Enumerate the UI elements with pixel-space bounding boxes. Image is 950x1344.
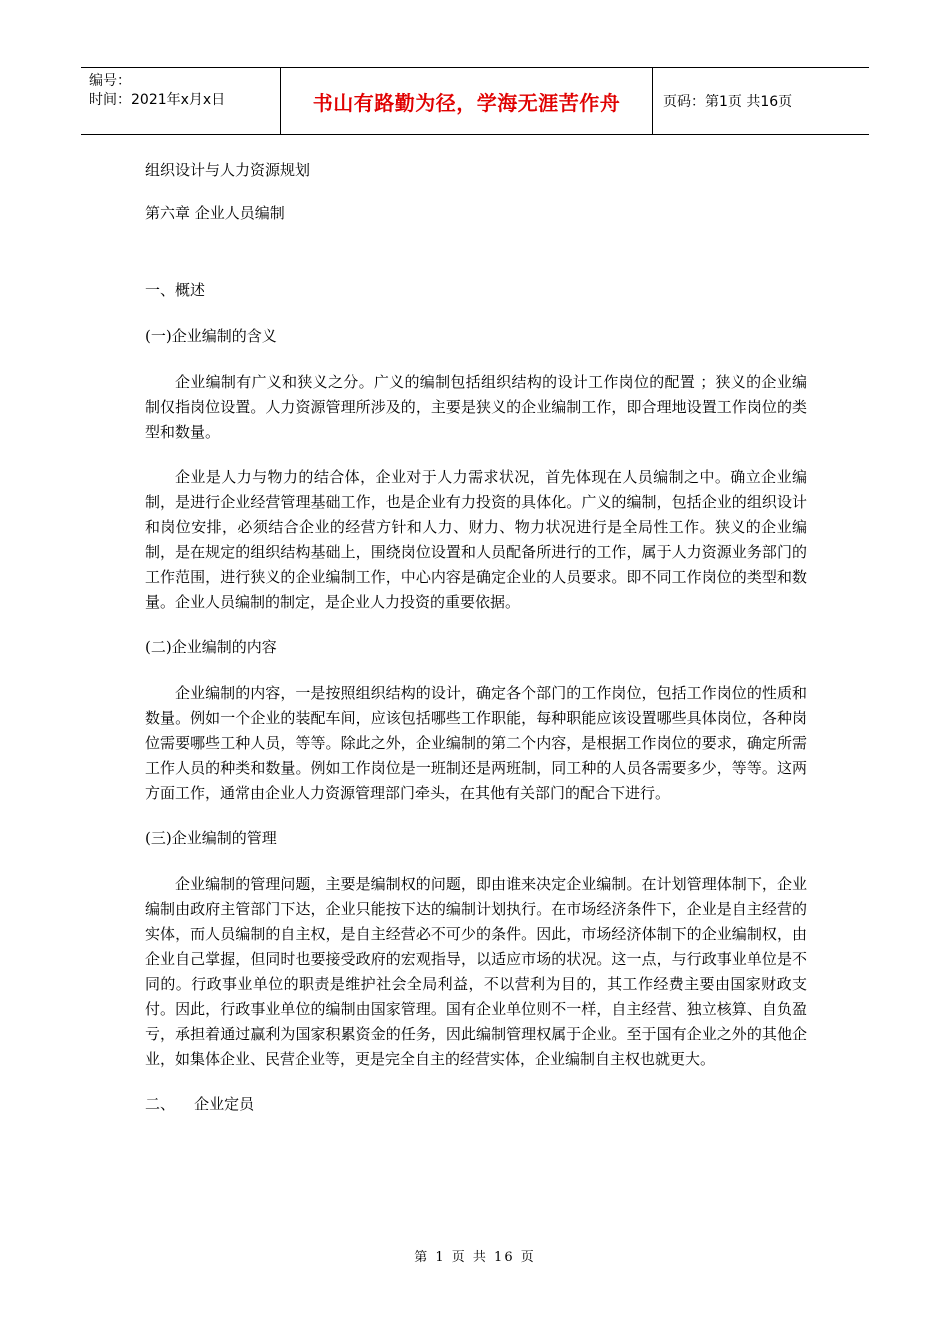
chapter-heading: 第六章 企业人员编制 bbox=[145, 204, 285, 222]
doc-number-label: 编号： bbox=[89, 73, 131, 89]
page-header bbox=[81, 67, 869, 135]
subsection-heading-3: (三)企业编制的管理 bbox=[145, 829, 277, 847]
subsection-heading-2: (二)企业编制的内容 bbox=[145, 638, 277, 656]
paragraph-4: 企业编制的管理问题，主要是编制权的问题，即由谁来决定企业编制。在计划管理体制下，企业编制由政府主管部门下达，企业只能按下达的编制计划执行。在市场经济条件下，企业是自主经营的实体，而人员编制的自主权，是自主经营必不可少的条件。因此，市场经济体制下的企业编制权，由企业自己掌握，但同时也要接受政府的宏观指导，以适应市场的状况。这一点，与行政事业单位是不同的。行政事业单位的职责是维护社会全局利益，不以营利为目的，其工作经费主要由国家财政支付。因此，行政事业单位的编制由国家管理。国有企业单位则不一样，自主经营、独立核算、自负盈亏，承担着通过赢利为国家积累资金的任务，因此编制管理权属于企业。至于国有企业之外的其他企业，如集体企业、民营企业等，更是完全自主的经营实体，企业编制自主权也就更大。 bbox=[145, 875, 807, 1068]
header-meta bbox=[81, 68, 281, 134]
header-page-info: 页码：第1页 共16页 bbox=[663, 94, 793, 110]
paragraph-2: 企业是人力与物力的结合体，企业对于人力需求状况，首先体现在人员编制之中。确立企业编制，是进行企业经营管理基础工作，也是企业有力投资的具体化。广义的编制，包括企业的组织设计和岗位安排，必须结合企业的经营方针和人力、财力、物力状况进行是全局性工作。狭义的企业编制，是在规定的组织结构基础上，围绕岗位设置和人员配备所进行的工作，属于人力资源业务部门的工作范围，进行狭义的企业编制工作，中心内容是确定企业的人员要求。即不同工作岗位的类型和数量。企业人员编制的制定，是企业人力投资的重要依据。 bbox=[145, 468, 807, 611]
page-footer: 第 1 页 共 16 页 bbox=[414, 1250, 536, 1265]
section-heading-2: 二、 企业定员 bbox=[145, 1095, 255, 1113]
doc-time-label: 时间：2021年x月x日 bbox=[89, 92, 226, 108]
section-heading-1: 一、概述 bbox=[145, 281, 206, 299]
document-body bbox=[145, 158, 807, 1138]
doc-title: 组织设计与人力资源规划 bbox=[145, 161, 311, 179]
paragraph-1: 企业编制有广义和狭义之分。广义的编制包括组织结构的设计工作岗位的配置 ；狭义的企业编制仅指岗位设置。人力资源管理所涉及的，主要是狭义的企业编制工作，即合理地设置工作岗位的类型和数量。 bbox=[145, 373, 807, 441]
header-motto-cell bbox=[281, 68, 653, 134]
subsection-heading-1: (一)企业编制的含义 bbox=[145, 327, 277, 345]
paragraph-3: 企业编制的内容，一是按照组织结构的设计，确定各个部门的工作岗位，包括工作岗位的性质和数量。例如一个企业的装配车间，应该包括哪些工作职能，每种职能应该设置哪些具体岗位，各种岗位需要哪些工种人员，等等。除此之外，企业编制的第二个内容，是根据工作岗位的要求，确定所需工作人员的种类和数量。例如工作岗位是一班制还是两班制，同工种的人员各需要多少，等等。这两方面工作，通常由企业人力资源管理部门牵头，在其他有关部门的配合下进行。 bbox=[145, 684, 807, 802]
header-motto: 书山有路勤为径，学海无涯苦作舟 bbox=[312, 90, 621, 115]
